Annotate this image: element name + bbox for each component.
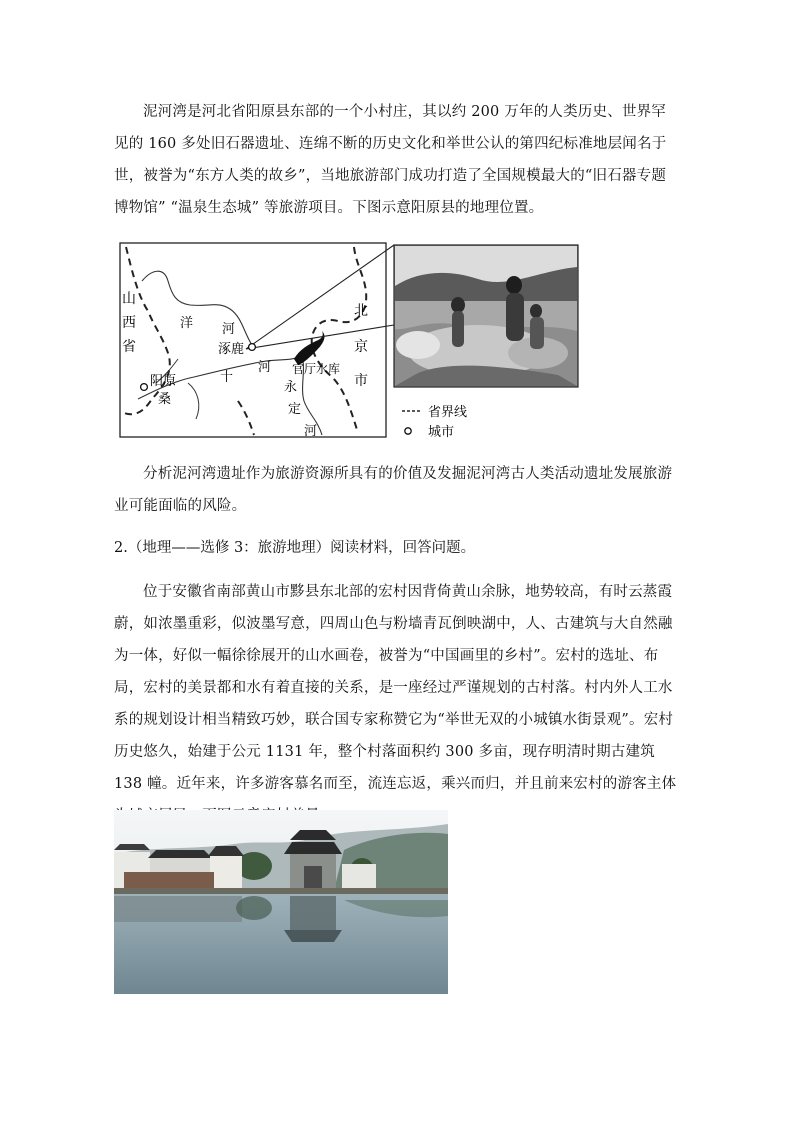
yangyuan-city-icon bbox=[141, 384, 148, 391]
label-beijing-2: 京 bbox=[354, 339, 368, 355]
label-sang: 桑 bbox=[158, 392, 172, 407]
location-map bbox=[118, 241, 580, 441]
label-sanggan-2: 河 bbox=[258, 360, 272, 375]
hongcun-photo-svg bbox=[114, 810, 448, 994]
map-frame bbox=[120, 243, 386, 437]
map-legend bbox=[402, 404, 467, 440]
label-shanxi-3: 省 bbox=[122, 339, 136, 355]
label-zhuolu: 涿鹿 bbox=[218, 342, 245, 357]
label-shanxi-2: 西 bbox=[122, 315, 136, 331]
hongcun-paragraph: 位于安徽省南部黄山市黟县东北部的宏村因背倚黄山余脉，地势较高，有时云蒸霞蔚，如浓墨重彩，似波墨写意，四周山色与粉墙青瓦倒映湖中，人、古建筑与大自然融为一体，好似一幅徐徐展开的山水画卷，被誉为“中国画里的乡村”。宏村的选址、布局，宏村的美景都和水有着直接的关系，是一座经过严谨规划的古村落。村内外人工水系的规划设计相当精致巧妙，联合国专家称赞它为“举世无双的小城镇水街景观”。宏村历史悠久，始建于公元 1131 年，整个村落面积约 300 多亩，现存明清时期古建筑 138 幢。近年来，许多游客慕名而至，流连忘返，乘兴而归，并且前来宏村的游客主体 bbox=[114, 584, 677, 792]
question2-heading: 2.（地理——选修 3：旅游地理）阅读材料，回答问题。 bbox=[114, 540, 476, 556]
zhuolu-city-icon bbox=[249, 344, 256, 351]
label-yangyuan: 阳原 bbox=[150, 374, 177, 389]
label-yongding-2: 定 bbox=[288, 402, 302, 417]
inset-photo bbox=[394, 245, 578, 387]
legend-city-icon bbox=[405, 428, 411, 434]
label-guanting: 官厅水库 bbox=[292, 362, 341, 376]
hongcun-photo bbox=[114, 810, 448, 994]
legend-city-label: 城市 bbox=[428, 425, 455, 440]
label-shanxi-1: 山 bbox=[122, 291, 136, 307]
label-yongding-1: 永 bbox=[284, 380, 298, 395]
label-beijing-3: 市 bbox=[354, 373, 368, 389]
location-map-figure bbox=[118, 241, 580, 441]
label-sanggan-1: 十 bbox=[220, 370, 234, 385]
label-yongding-3: 河 bbox=[304, 424, 318, 439]
question-paragraph: 分析泥河湾遗址作为旅游资源所具有的价值及发掘泥河湾古人类活动遗址发展旅游业可能面临的风险。 bbox=[114, 466, 673, 514]
label-yanghe-1: 洋 bbox=[180, 316, 194, 331]
intro-paragraph: 泥河湾是河北省阳原县东部的一个小村庄，其以约 200 万年的人类历史、世界罕见的 160 多处旧石器遗址、连绵不断的历史文化和举世公认的第四纪标准地层闻名于世，被誉为“东方人类的故乡”，当地旅游部门成功打造了全国规模最大的“旧石器专题博物馆” “温泉生态城” 等旅游项目。下图示意阳原县的地理位置。 bbox=[114, 104, 667, 216]
label-beijing-1: 北 bbox=[354, 303, 368, 319]
label-yanghe-2: 河 bbox=[222, 322, 236, 337]
legend-border-label: 省界线 bbox=[428, 405, 468, 420]
